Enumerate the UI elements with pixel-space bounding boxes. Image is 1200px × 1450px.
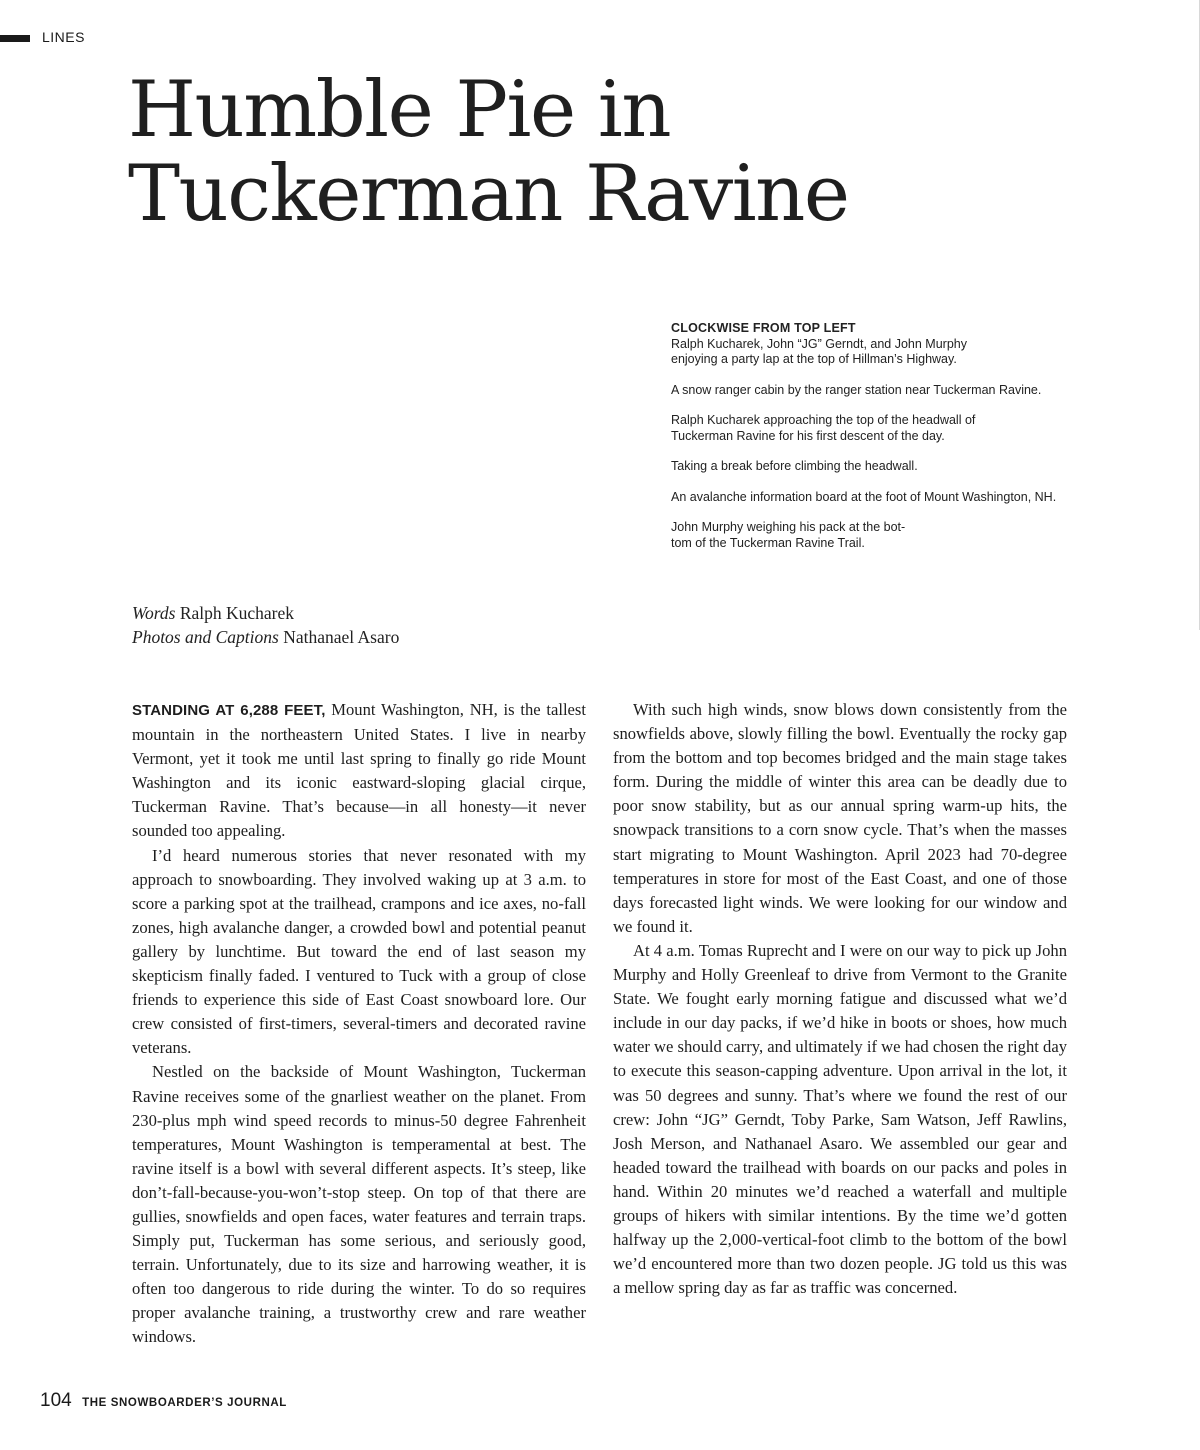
title-line-2: Tuckerman Ravine [128, 149, 849, 239]
article-column-right [613, 698, 1067, 1300]
article-paragraph: With such high winds, snow blows down consistently from the snowfields above, slowly filling the bowl. Eventually the rocky gap from the bottom and top becomes bridged and the main stage takes form. During the middle of winter this area can be deadly due to poor snow stability, but as our annual spring warm-up hits, the snowpack transitions to a corn snow cycle. That’s when the masses start migrating to Mount Washington. April 2023 had 70-degree temperatures in store for most of the East Coast, and one of those days forecasted light winds. We were looking for our window and we found it. [613, 700, 1067, 936]
captions-heading: CLOCKWISE FROM TOP LEFT [671, 321, 856, 335]
publication-name: THE SNOWBOARDER’S JOURNAL [82, 1397, 287, 1409]
section-marker-bar [0, 35, 30, 42]
caption-item: Ralph Kucharek, John “JG” Gerndt, and John Murphy enjoying a party lap at the top of Hillman’s Highway. [671, 336, 967, 366]
caption-item: Ralph Kucharek approaching the top of the headwall of Tuckerman Ravine for his first descent of the day. [671, 413, 976, 443]
caption-item: An avalanche information board at the foot of Mount Washington, NH. [671, 489, 1057, 504]
caption-item: Taking a break before climbing the headwall. [671, 459, 918, 473]
article-title [128, 65, 849, 239]
page-number: 104 [40, 1390, 72, 1411]
paragraph-text: Mount Washington, NH, is the tallest mountain in the northeastern United States. I live in nearby Vermont, yet it took me until last spring to finally go ride Mount Washington and its iconic eastward-sloping glacial cirque, Tuckerman Ravine. That’s because—in all honesty—it never sounded too appealing. [132, 700, 586, 841]
words-label: Words [132, 603, 176, 623]
words-credit [132, 601, 399, 625]
title-line-1: Humble Pie in [128, 65, 671, 155]
article-column-left [132, 698, 586, 1350]
caption-item: John Murphy weighing his pack at the bot- tom of the Tuckerman Ravine Trail. [671, 520, 906, 550]
photos-credit [132, 625, 399, 649]
photographer-name: Nathanael Asaro [283, 627, 400, 647]
photo-captions [671, 321, 1091, 566]
article-paragraph: At 4 a.m. Tomas Ruprecht and I were on our way to pick up John Murphy and Holly Greenleaf to drive from Vermont to the Granite State. We fought early morning fatigue and discussed what we’d include in our day packs, if we’d hike in boots or shoes, how much water we should carry, and ultimately if we had chosen the right day to execute this season-capping adventure. Upon arrival in the lot, it was 50 degrees and sunny. That’s where we found the rest of our crew: John “JG” Gerndt, Toby Parke, Sam Watson, Jeff Rawlins, Josh Merson, and Nathanael Asaro. We assembled our gear and headed toward the trailhead with boards on our packs and poles in hand. Within 20 minutes we’d reached a waterfall and multiple groups of hikers with similar intentions. By the time we’d gotten halfway up the 2,000-vertical-foot climb to the bottom of the bowl we’d encountered more than two dozen people. JG told us this was a mellow spring day as far as traffic was concerned. [613, 940, 1067, 1298]
caption-item: A snow ranger cabin by the ranger station near Tuckerman Ravine. [671, 382, 1042, 397]
article-paragraph [132, 698, 586, 844]
author-name: Ralph Kucharek [179, 603, 295, 623]
photos-label: Photos and Captions [132, 627, 279, 647]
byline [132, 601, 399, 649]
section-label: LINES [42, 29, 85, 45]
page-footer [40, 1390, 287, 1412]
article-paragraph: Nestled on the backside of Mount Washington, Tuckerman Ravine receives some of the gnarliest weather on the planet. From 230-plus mph wind speed records to minus-50 degree Fahrenheit temperatures, Mount Washington is temperamental at best. The ravine itself is a bowl with several different aspects. It’s steep, like don’t-fall-because-you-won’t-stop steep. On top of that there are gullies, snowfields and open faces, water features and terrain traps. Simply put, Tuckerman has some serious, and seriously good, terrain. Unfortunately, due to its size and harrowing weather, it is often too dangerous to ride during the winter. To do so requires proper avalanche training, a trustworthy crew and rare weather windows. [132, 1062, 586, 1347]
lead-in: STANDING AT 6,288 FEET, [132, 702, 326, 719]
article-paragraph: I’d heard numerous stories that never resonated with my approach to snowboarding. They involved waking up at 3 a.m. to score a parking spot at the trailhead, crampons and ice axes, no-fall zones, high avalanche danger, a crowded bowl and potential peanut gallery by lunchtime. But toward the end of last season my skepticism finally faded. I ventured to Tuck with a group of close friends to experience this side of East Coast snowboard lore. Our crew consisted of first-timers, several-timers and decorated ravine veterans. [132, 845, 586, 1058]
